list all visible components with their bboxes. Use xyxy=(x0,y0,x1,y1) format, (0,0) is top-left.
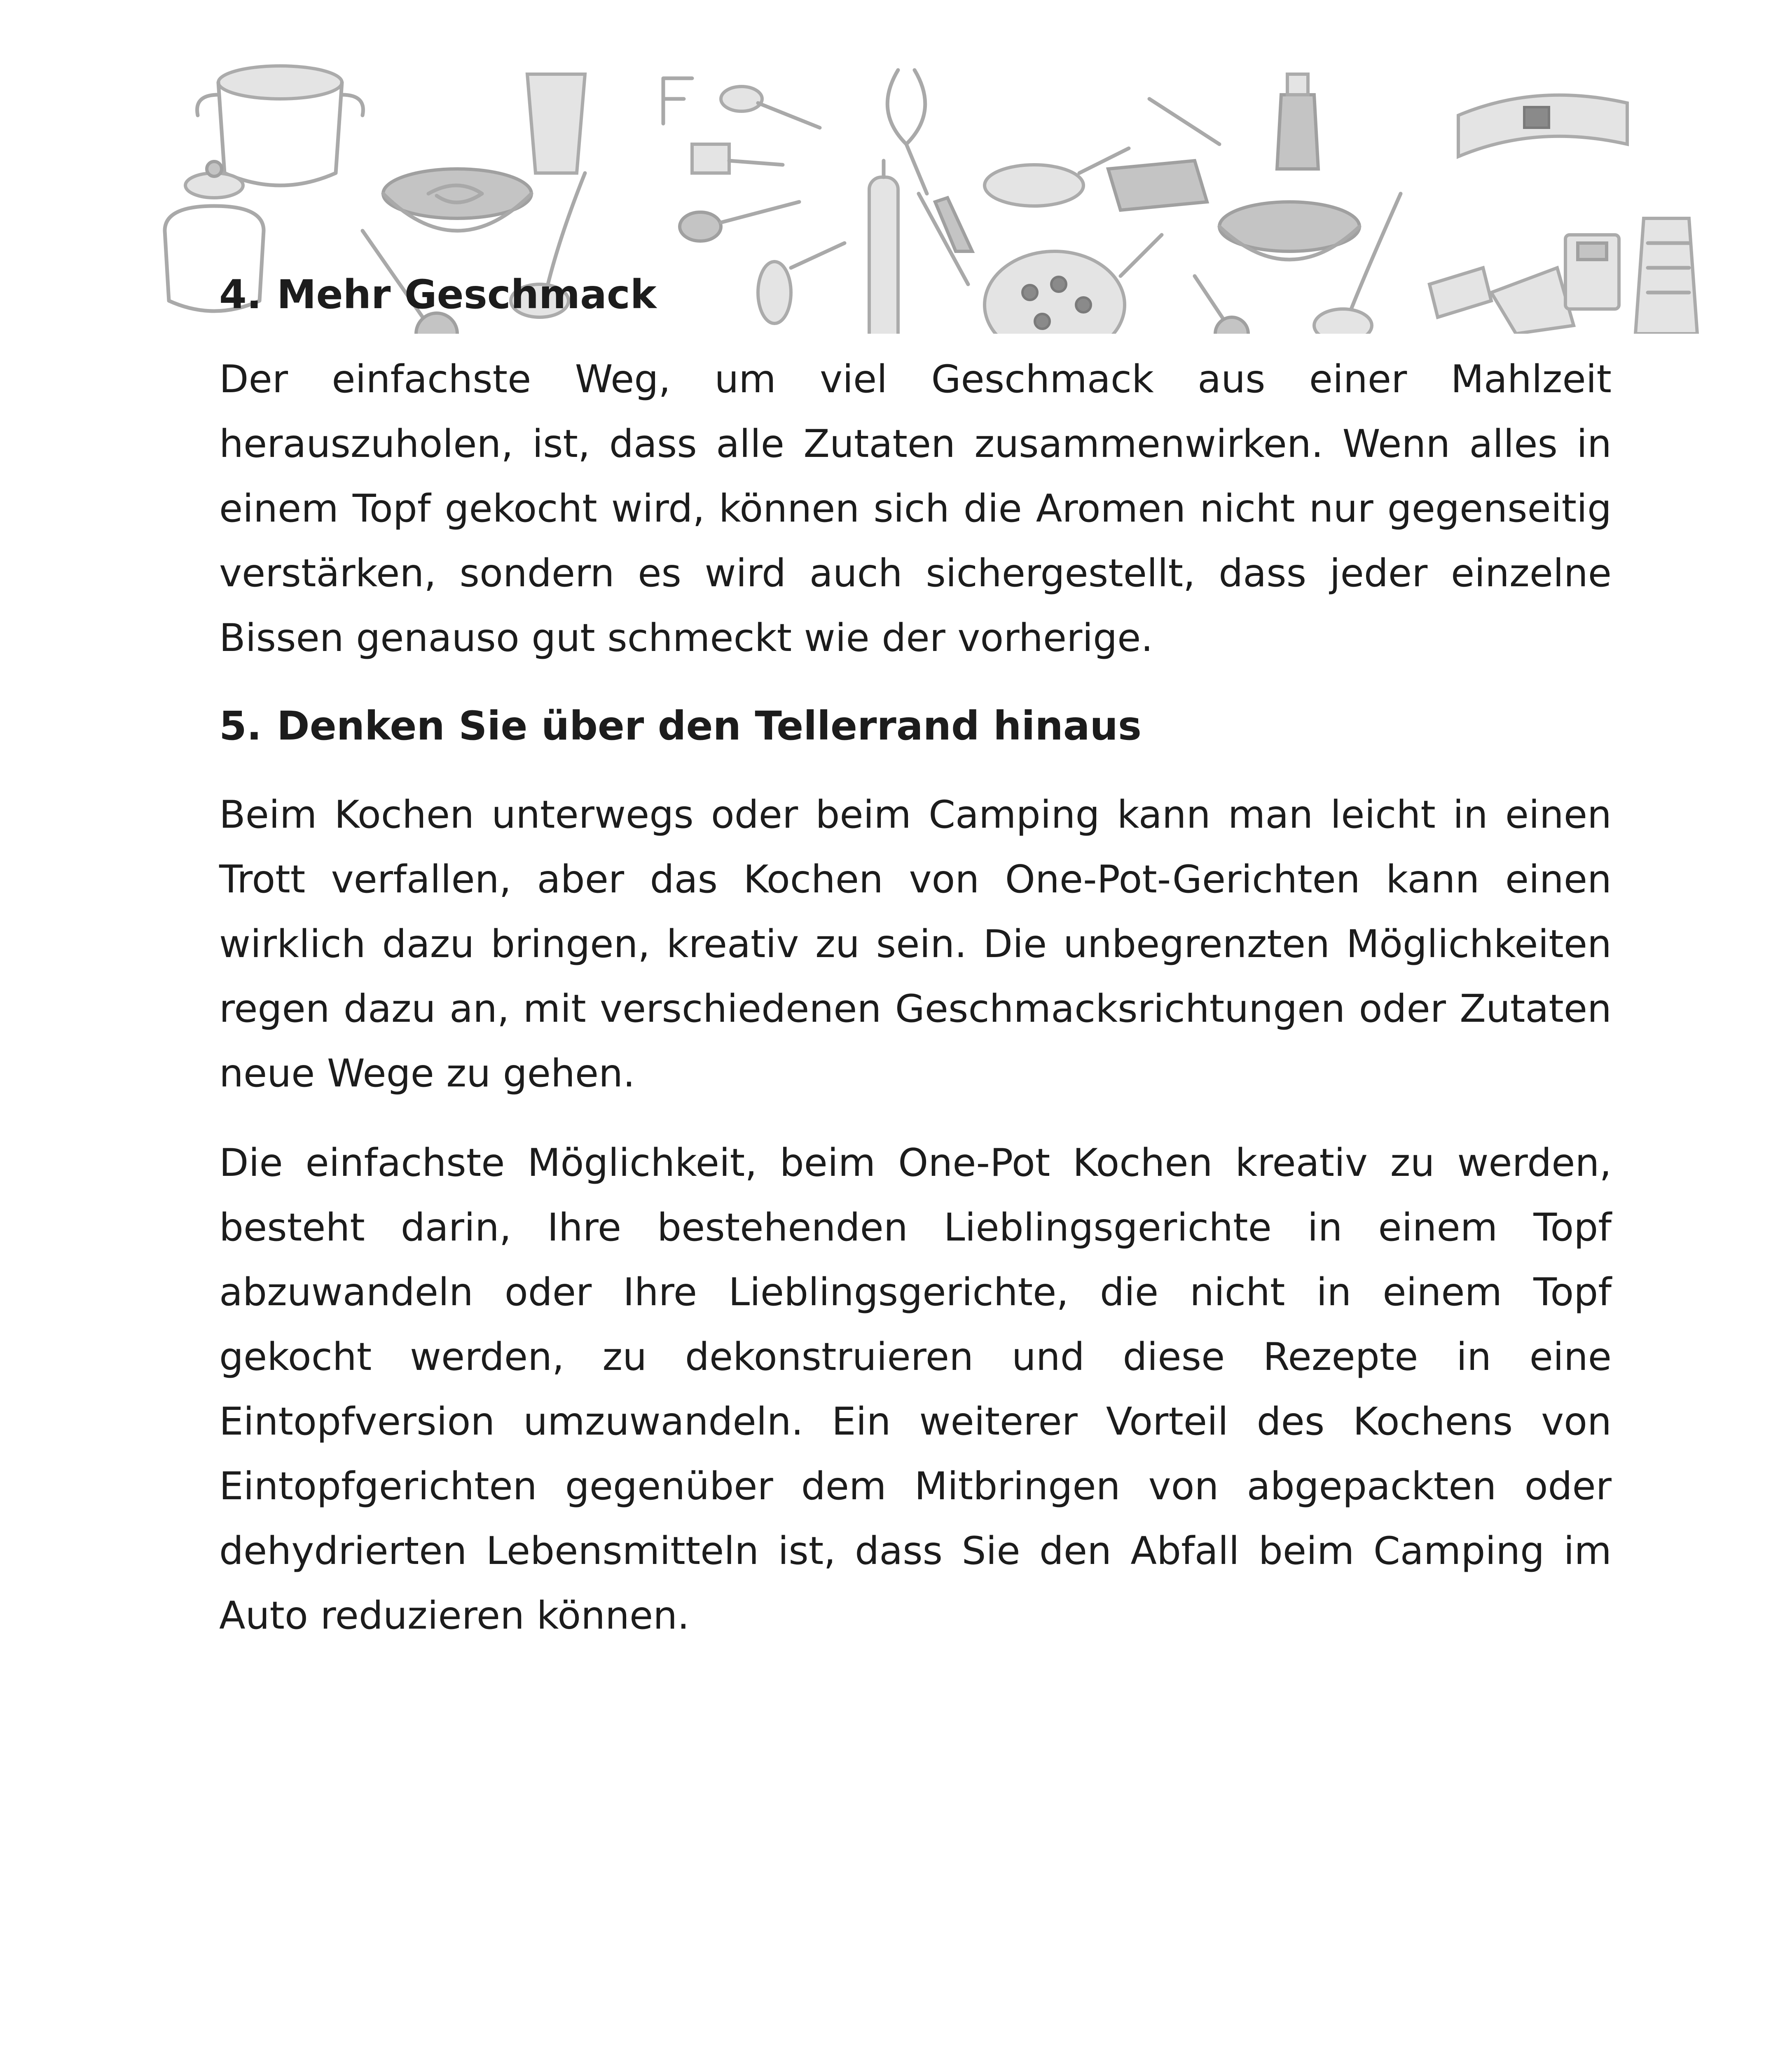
grater-icon xyxy=(1635,218,1697,334)
peeler-icon xyxy=(692,144,783,173)
section-heading-5 xyxy=(219,695,1612,757)
cutting-board-icon xyxy=(1108,161,1207,210)
knife-icon xyxy=(1149,99,1219,144)
section-number: 4. xyxy=(219,272,262,318)
pan-icon xyxy=(985,148,1129,206)
section-heading-4 xyxy=(219,264,1612,325)
spoon-icon xyxy=(721,87,820,128)
section-paragraph: Die einfachste Möglichkeit, beim One-Pot Kochen kreativ zu werden, besteht darin, Ihre bestehenden Lieblingsgerichte in einem Topf abzuwandeln oder Ihre Lieblingsgerichte, die nicht in einem Topf gekocht werden, zu dekonstruieren und diese Rezepte in eine Eintopfversion umzuwandeln. Ein weiterer Vorteil des Kochens von Eintopfgerichten gegenüber dem Mitbringen von abgepackten oder dehydrierten Lebensmitteln ist, dass Sie den Abfall beim Camping im Auto reduzieren können. xyxy=(219,1140,1612,1638)
bowl-icon xyxy=(383,169,531,231)
bottle-icon xyxy=(1277,74,1318,169)
whisk-icon xyxy=(887,70,927,194)
glass-icon xyxy=(527,74,585,173)
document-body xyxy=(219,264,1612,1648)
section-paragraph: Beim Kochen unterwegs oder beim Camping kann man leicht in einen Trott verfallen, aber das Kochen von One-Pot-Gerichten kann einen wirklich dazu bringen, kreativ zu sein. Die unbegrenzten Möglichkeiten regen dazu an, mit verschiedenen Geschmacksrichtungen oder Zutaten neue Wege zu gehen. xyxy=(219,792,1612,1096)
section-paragraph: Der einfachste Weg, um viel Geschmack aus einer Mahlzeit herauszuholen, ist, dass alle Zutaten zusammenwirken. Wenn alles in einem Topf gekocht wird, können sich die Aromen nicht nur gegenseitig verstärken, sondern es wird auch sichergestellt, dass jeder einzelne Bissen genauso gut schmeckt wie der vorherige. xyxy=(219,357,1612,660)
cake-ring-icon xyxy=(1458,95,1627,157)
section-title: Denken Sie über den Tellerrand hinaus xyxy=(277,703,1142,749)
spoon-icon xyxy=(680,202,799,241)
section-number: 5. xyxy=(219,703,262,749)
bowl-icon xyxy=(1219,202,1359,260)
thermometer-icon xyxy=(663,78,692,124)
section-title: Mehr Geschmack xyxy=(277,272,657,318)
